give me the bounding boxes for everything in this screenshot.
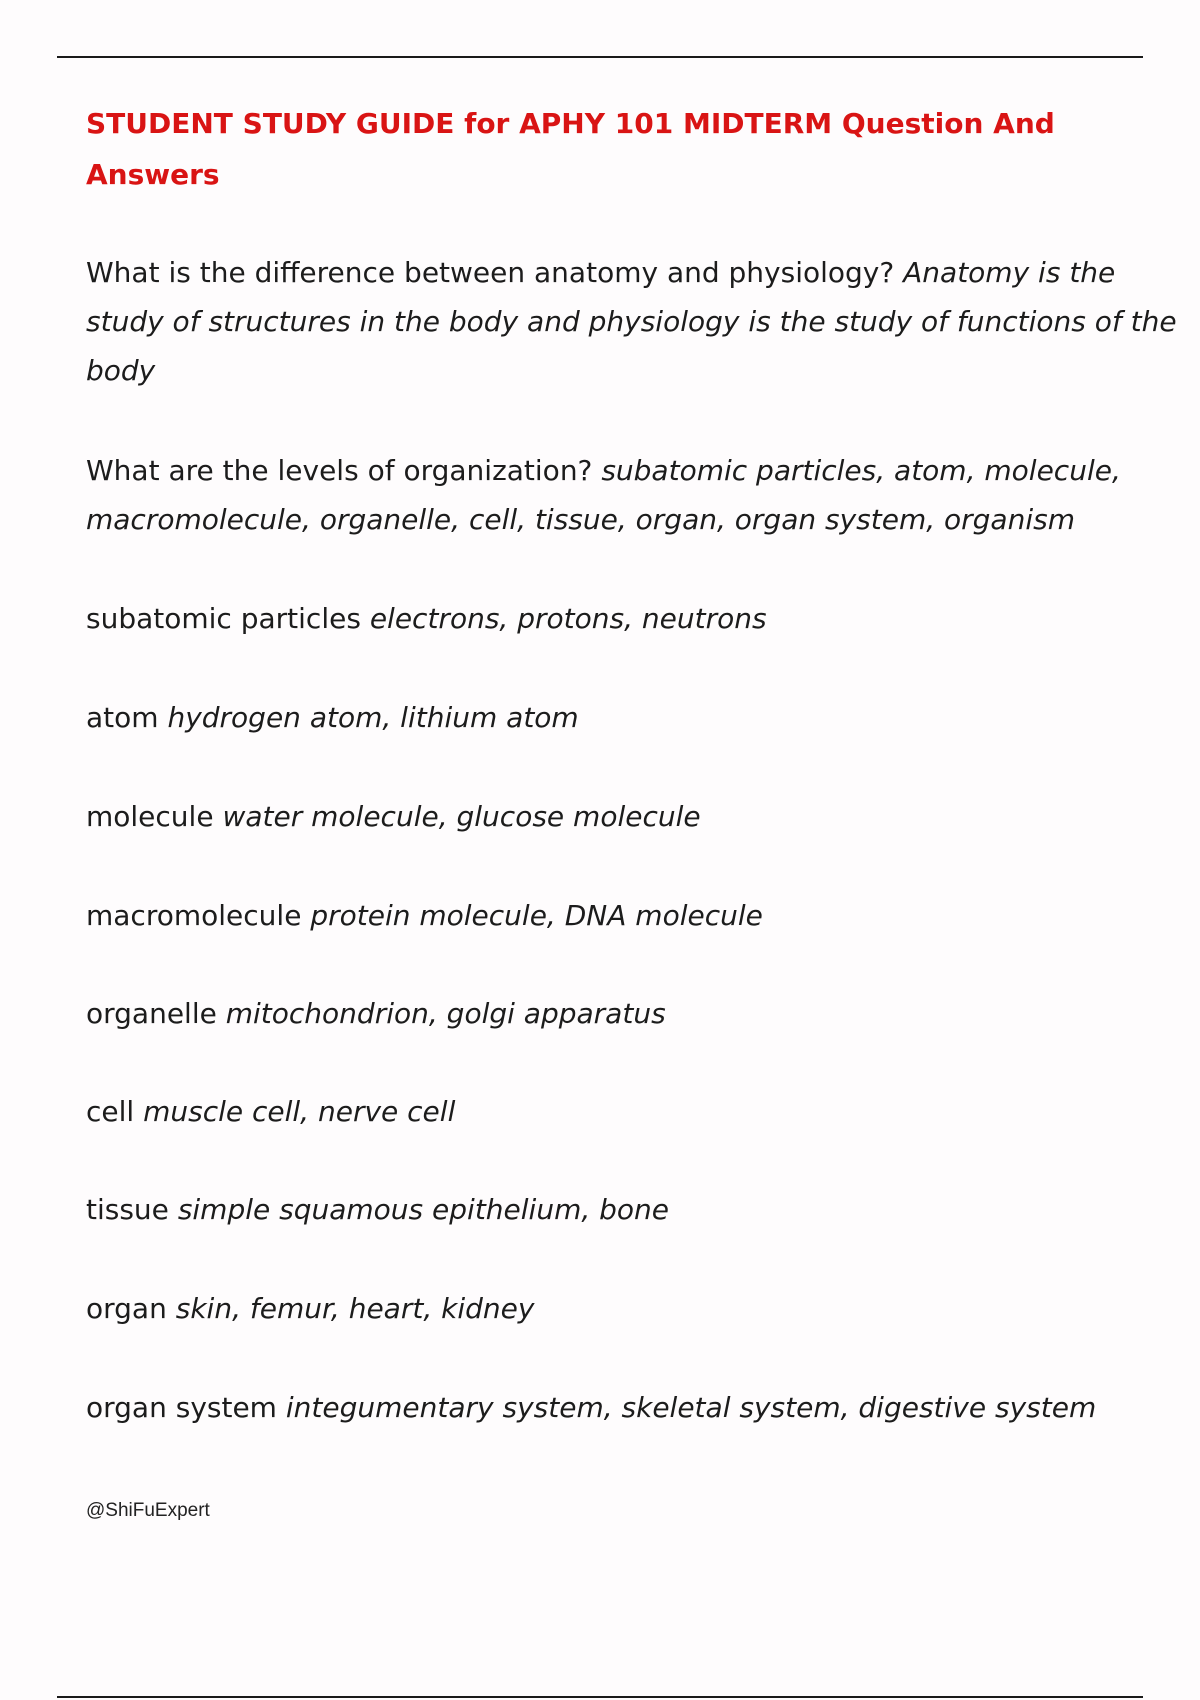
question-text: What are the levels of organization? — [86, 454, 593, 487]
document-title: STUDENT STUDY GUIDE for APHY 101 MIDTERM Question And Answers — [86, 107, 1055, 191]
answer-text: Anatomy is the study of structures in the body and physiology is the study of functions of the body — [86, 256, 1177, 387]
answer-text: protein molecule, DNA molecule — [310, 899, 763, 932]
qa-entry — [86, 989, 1196, 1038]
answer-text: simple squamous epithelium, bone — [177, 1193, 670, 1226]
qa-entry — [86, 1185, 1196, 1234]
answer-text: subatomic particles, atom, molecule, macromolecule, organelle, cell, tissue, organ, organ system, organism — [86, 454, 1121, 536]
answer-text: integumentary system, skeletal system, digestive system — [285, 1391, 1097, 1424]
question-text: organ system — [86, 1391, 277, 1424]
qa-entry — [86, 792, 1196, 841]
top-rule — [57, 56, 1143, 58]
question-text: subatomic particles — [86, 602, 361, 635]
question-text: What is the difference between anatomy and physiology? — [86, 256, 895, 289]
qa-entry — [86, 693, 1196, 742]
question-text: tissue — [86, 1193, 169, 1226]
answer-text: mitochondrion, golgi apparatus — [225, 997, 666, 1030]
question-text: organelle — [86, 997, 217, 1030]
question-text: cell — [86, 1095, 135, 1128]
answer-text: hydrogen atom, lithium atom — [167, 701, 579, 734]
question-text: atom — [86, 701, 159, 734]
qa-entry — [86, 1087, 1196, 1136]
answer-text: water molecule, glucose molecule — [222, 800, 701, 833]
answer-text: skin, femur, heart, kidney — [175, 1292, 535, 1325]
question-text: molecule — [86, 800, 214, 833]
qa-entry — [86, 891, 1196, 940]
question-text: organ — [86, 1292, 167, 1325]
qa-entry — [86, 594, 1196, 643]
bottom-rule — [57, 1696, 1143, 1698]
answer-text: muscle cell, nerve cell — [143, 1095, 456, 1128]
qa-entry — [86, 1383, 1196, 1432]
qa-entry — [86, 248, 1196, 395]
author-handle: @ShiFuExpert — [86, 1500, 210, 1521]
question-text: macromolecule — [86, 899, 302, 932]
qa-entry — [86, 446, 1196, 544]
qa-entry — [86, 1284, 1196, 1333]
answer-text: electrons, protons, neutrons — [369, 602, 767, 635]
